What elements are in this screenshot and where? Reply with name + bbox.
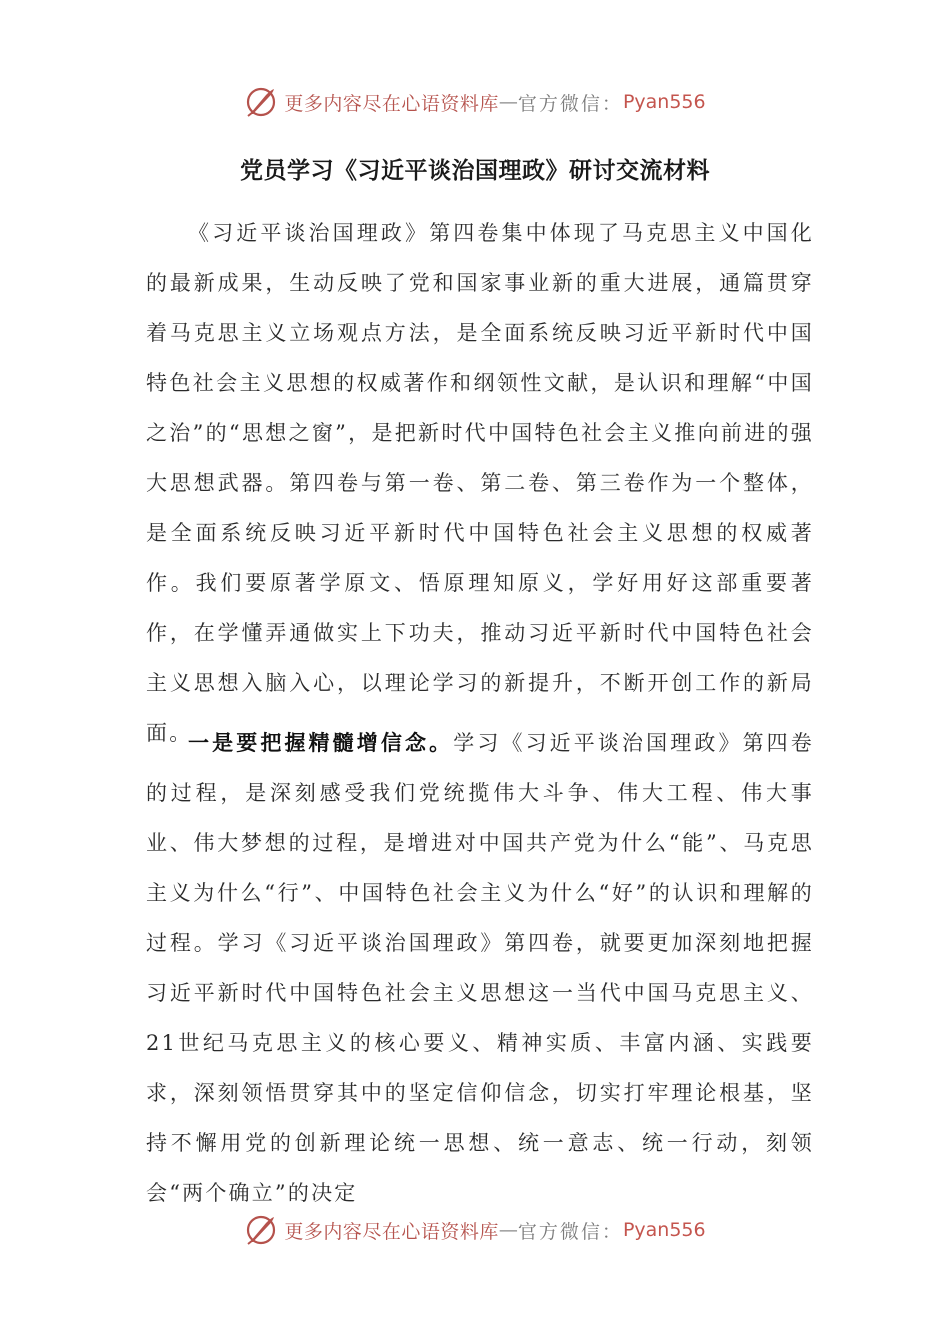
watermark-sub-text: 官方微信：	[517, 1220, 623, 1243]
watermark-dash: —	[498, 91, 518, 113]
watermark-main-text: 更多内容尽在心语资料库	[284, 92, 499, 115]
watermark-main-text: 更多内容尽在心语资料库	[284, 1220, 499, 1243]
paragraph-intro: 《习近平谈治国理政》第四卷集中体现了马克思主义中国化的最新成果，生动反映了党和国家事业新的重大进展，通篇贯穿着马克思主义立场观点方法，是全面系统反映习近平新时代中国特色社会主义思想的权威著作和纲领性文献，是认识和理解“中国之治”的“思想之窗”，是把新时代中国特色社会主义推向前进的强大思想武器。第四卷与第一卷、第二卷、第三卷作为一个整体，是全面系统反映习近平新时代中国特色社会主义思想的权威著作。我们要原著学原文、悟原理知原义，学好用好这部重要著作，在学懂弄通做实上下功夫，推动习近平新时代中国特色社会主义思想入脑入心，以理论学习的新提升，不断开创工作的新局面。	[146, 221, 814, 745]
watermark-dash: —	[498, 1219, 518, 1241]
paragraph-lead-heading: 一是要把握精髓增信念。	[188, 730, 454, 755]
watermark-sub-text: 官方微信：	[517, 92, 623, 115]
quill-pen-circle-icon	[244, 1213, 278, 1247]
document-title: 党员学习《习近平谈治国理政》研讨交流材料	[240, 157, 710, 184]
header-watermark	[0, 82, 950, 122]
quill-pen-circle-icon	[244, 85, 278, 119]
watermark-wechat-id: Pyan556	[622, 91, 706, 113]
footer-watermark	[0, 1210, 950, 1250]
paragraph-point-one	[146, 718, 814, 1218]
paragraph-point-one-body: 学习《习近平谈治国理政》第四卷的过程，是深刻感受我们党统揽伟大斗争、伟大工程、伟大事业、伟大梦想的过程，是增进对中国共产党为什么“能”、马克思主义为什么“行”、中国特色社会主义为什么“好”的认识和理解的过程。学习《习近平谈治国理政》第四卷，就要更加深刻地把握习近平新时代中国特色社会主义思想这一当代中国马克思主义、21世纪马克思主义的核心要义、精神实质、丰富内涵、实践要求，深刻领悟贯穿其中的坚定信仰信念，切实打牢理论根基，坚持不懈用党的创新理论统一思想、统一意志、统一行动，刻领会“两个确立”的决定	[146, 731, 814, 1205]
watermark-wechat-id: Pyan556	[622, 1219, 706, 1241]
